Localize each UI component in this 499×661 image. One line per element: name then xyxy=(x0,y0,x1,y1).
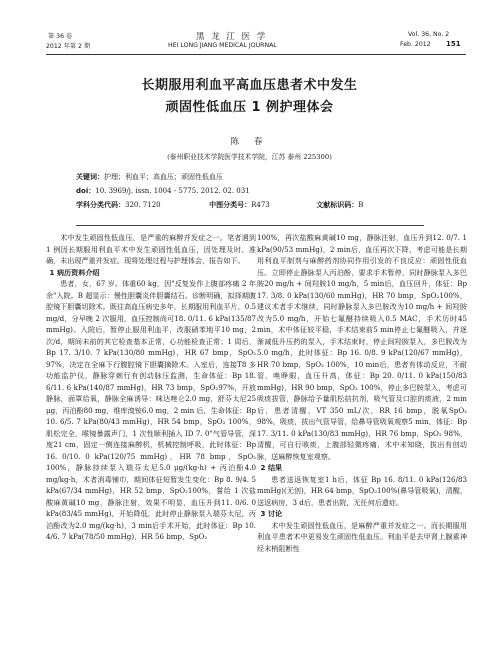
paragraph: 患者送返恢复室1 h后，体征 Bp 16. 8/11. 0 kPa(126/83 mmHg)(无创)，HR 64 bmp，SpO₂100%(鼻导管吸氧)，清醒，送返病房，3 d后，患者出院，无任何后遗症。 xyxy=(257,474,467,507)
paragraph: 术中发生顽固性低血压，是麻醉严重并发症之一。而长期服用利血平患者术中更易发生顽固性低血压。利血平是去甲肾上腺素神经末梢阻断性 xyxy=(257,520,467,553)
running-header xyxy=(46,30,466,54)
journal-name-en: HEI LONG JIANG MEDICAL JOURNAL xyxy=(168,42,277,49)
doi-line xyxy=(76,186,250,196)
paragraph: 术中发生顽固性低血压，是严重的麻醉并发症之一。笔者遇到 1 例因长期服用利血平术中发生顽固性低血压，因处理及时、准确，未出现严重并发症。现将处理过程与护理体会，报告如下。 xyxy=(46,233,256,265)
keywords: 护理；利血平；高血压；顽固性低血压 xyxy=(104,173,223,181)
keywords-label: 关键词： xyxy=(76,173,104,181)
date-en: Feb. 2012 xyxy=(400,41,431,48)
volume-label: 第 36 卷 xyxy=(48,33,73,40)
keywords-line xyxy=(76,172,223,182)
article-title-line1: 长期服用利血平高血压患者术中发生 xyxy=(141,78,358,93)
doc-label: 文献标识码： xyxy=(316,201,359,209)
paragraph: 患者，女，67 岁。体重60 kg，因"反复发作上腹部疼痛 2 年余"入院。B 超显示：慢性胆囊炎伴胆囊结石。诊断明确，拟择期腹腔镜下胆囊切除术。既往高血压病史多年，长期服用利血平片，0.5 mg/d，分早晚 2 次服用，血压控制尚可18. 0/11. 6 kPa(135/87 mmHg)。入院后，暂停止服用利血平，改服硝苯地平10 mg，2 次/d，期间未前的其它检查基本正常，心功能检查正常；1 周后，Bp 17. 3/10. 7 kPa(130/80 mmHg)，HR 67 bmp，SpO₂ 97%，决定在全麻下行腹腔镜下胆囊摘除术。入室后，连接T8 多功能监护仪，静脉穿刺行有创动脉压监测，生命体征：Bp 18. 6/11. 6 kPa(140/87 mmHg)，HR 73 bmp，SpO₂97%，开放静脉，面罩给氧，静脉全麻诱导：咪达唑仑2.0 mg，舒芬太尼25 μg，丙泊酚80 mg，维库溴铵6.0 mg，2 min 后，生命体征：Bp 10. 6/5. 7 kPa(80/43 mmHg)，HR 54 bmp，SpO₂ 100%，肌松完全，喉镜暴露声门，1 次性顺利插入 ID 7. 0"气管导管，深度21 cm，固定一侧连接麻醉机，机械控制呼吸，此时体征：Bp 16. 0/10. 0 kPa(120/75 mmHg)，HR 78 bmp，SpO₂ 100%，静脉持续泵入瑞芬太尼5.0 μg/(kg·h) + 丙泊酚4.0 mg/kg·h，术者消毒铺巾，期间体征短暂发生变化：Bp 8. 9/4. 5 kPa(67/34 mmHg)，HR 52 bmp，SpO₂100%，嘗给 1 次盐酸麻黄碱10 mg，静脉注射，效果不明显，血压升到11. 0/6. 0 kPa(83/45 mmHg)，开始降低，此时停止静脉泵入瑞芬太尼，丙泊酚改为2.0 mg/(kg·h)，3 min后手术开始，此时体征：Bp 10. 4/6. 7 kPa(78/50 mmHg)，HR 56 bmp，SpO₂ xyxy=(46,279,256,541)
classification-line xyxy=(76,200,363,210)
paragraph: 100%，再次盐酸麻黄碱10 mg，静脉注射，血压升到12. 0/7. 1 kPa(90/53 mmHg)，2 min后，血压再次下降，考虑可能是长期用利血平制剂与麻醉药剂协同作用引发的不良反应：顽固性低血压。立即停止静脉泵入丙泊酚，要求手术暂停，同时静脉泵入多巴胺20 mg/h + 间羟胺10 mg/h，5 min后，血压回升，体征：Bp 17. 3/8. 0 kPa(130/60 mmHg)，HR 70 bmp，SpO₂100%，建议术者手术继续，同时静脉泵入多巴胺改为10 mg/h + 间羟胺改为5.0 mg/h，开始七氟醚持续吸入0.5 MAC，手术历时45 min，术中体征较平稳，手术结束前5 min停止七氟醚吸入，并逐渐减低升压药的泵入，手术结束时，停止间羟胺泵入，多巴胺改为5.0 mg/h，此时体征：Bp 16. 0/8. 9 kPa(120/67 mmHg)，HR 70 bmp，SpO₂ 100%，10 min后，患者有体动反应，不耐管，唤睁眼，血压升高，体征：Bp 20. 0/11. 0 kPa(150/83 mmHg)，HR 90 bmp，SpO₂ 100%，停止多巴胺泵入，考虑可吸痰拔管，静脉给予量肌松拮抗剂，吸气管及口腔的痰液，2 min后，患者清醒，VT 350 mL/次，RR 16 bmp，脱氧SpO₂ 98%，吸痰，拔出气管导管，给鼻导管吸氧观察5 min，体征：Bp 17. 3/11. 0 kPa(130/83 mmHg)，HR 76 bmp，SpO₂ 98%，清醒，可自行咳痰，上腹部轻微疼痛，术中未知晓，拔出有创动脉，送麻醉恢复室观察。 xyxy=(257,233,467,461)
clc-label: 学科分类代码： xyxy=(76,201,125,209)
article-title-line2: 顽固性低血压 1 例护理体会 xyxy=(165,100,334,115)
volume-en: Vol. 36, No. 2 xyxy=(408,31,450,38)
issue-label: 2012 年第 2 期 xyxy=(46,43,91,50)
doc-code: B xyxy=(358,201,364,209)
header-rule xyxy=(46,54,466,55)
meta-rule xyxy=(76,225,424,226)
section-heading: 1 病历资料介绍 xyxy=(49,267,100,277)
cn-label: 中图分类号： xyxy=(209,201,252,209)
author: 陈 春 xyxy=(230,137,269,147)
body-column-left xyxy=(46,232,256,543)
doi-label: doi： xyxy=(76,187,96,195)
cn-code: R473 xyxy=(251,201,270,209)
journal-name-cn: 黑 龙 江 医 学 xyxy=(196,32,268,42)
affiliation: (泰州职业技术学院医学技术学院，江苏 泰州 225300) xyxy=(167,153,332,161)
doi: 10. 3969/j. issn. 1004 - 5775. 2012. 02. 031 xyxy=(95,187,250,195)
section-heading: 2 结果 xyxy=(260,463,283,472)
section-heading: 3 讨论 xyxy=(260,509,283,518)
page-number: 151 xyxy=(446,40,461,48)
clc-code: 320. 7120 xyxy=(125,201,161,209)
body-column-right xyxy=(257,232,467,554)
